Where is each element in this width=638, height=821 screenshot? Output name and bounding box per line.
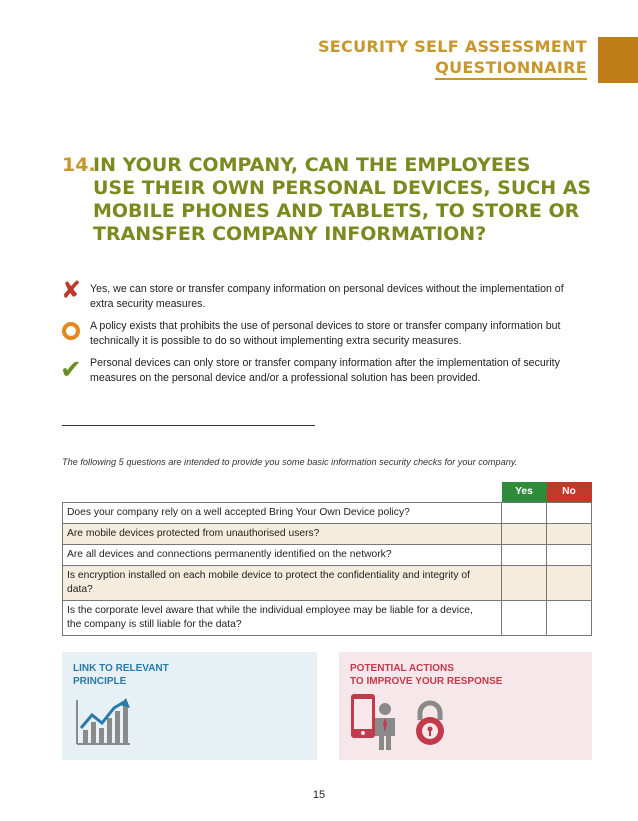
cell-line: Are all devices and connections permanently identified on the network? [67, 549, 392, 560]
question-cell [63, 524, 502, 545]
link-to-principle-box [62, 652, 317, 760]
table-header-spacer [63, 482, 502, 503]
table-row [63, 566, 592, 601]
potential-actions-box [339, 652, 592, 760]
cell-line: data? [67, 584, 93, 595]
link-box-title [73, 662, 169, 688]
cell-line: Does your company rely on a well accepted Bring Your Own Device policy? [67, 507, 410, 518]
question-cell [63, 566, 502, 601]
businessman-icon [371, 702, 399, 752]
question-cell [63, 601, 502, 636]
no-answer-cell[interactable] [547, 503, 592, 524]
page-number: 15 [312, 789, 326, 801]
question-number: 14. [62, 154, 96, 176]
option-line: measures on the personal device and/or a professional solution has been provided. [90, 372, 481, 384]
link-box-title-line: PRINCIPLE [73, 676, 127, 687]
yes-answer-cell[interactable] [502, 524, 547, 545]
cell-line: Is encryption installed on each mobile device to protect the confidentiality and integrity of [67, 570, 470, 581]
table-row [63, 524, 592, 545]
table-row [63, 601, 592, 636]
actions-box-title-line: TO IMPROVE YOUR RESPONSE [350, 676, 503, 687]
option-line: Yes, we can store or transfer company information on personal devices without the implementation of [90, 283, 564, 295]
circle-icon [62, 322, 80, 340]
option-yes-unsecured [90, 282, 590, 312]
option-line: technically it is possible to do so without implementing extra security measures. [90, 335, 462, 347]
growth-chart-icon [74, 698, 132, 746]
intro-text: The following 5 questions are intended to provide you some basic information security checks for your company. [62, 457, 518, 467]
no-answer-cell[interactable] [547, 566, 592, 601]
no-answer-cell[interactable] [547, 601, 592, 636]
option-line: extra security measures. [90, 298, 206, 310]
cross-icon: ✘ [61, 276, 82, 304]
table-row [63, 503, 592, 524]
cell-line: Are mobile devices protected from unauthorised users? [67, 528, 320, 539]
no-column-header: No [547, 482, 592, 503]
question-line: USE THEIR OWN PERSONAL DEVICES, SUCH AS [93, 177, 592, 199]
cell-line: Is the corporate level aware that while the individual employee may be liable for a device, [67, 605, 473, 616]
option-line: A policy exists that prohibits the use of personal devices to store or transfer company information but [90, 320, 561, 332]
header-title-line1: SECURITY SELF ASSESSMENT [317, 37, 587, 56]
option-line: Personal devices can only store or transfer company information after the implementation of security [90, 357, 560, 369]
cell-line: the company is still liable for the data? [67, 619, 242, 630]
table-header-row [63, 482, 592, 503]
question-line: TRANSFER COMPANY INFORMATION? [93, 223, 487, 245]
yes-answer-cell[interactable] [502, 566, 547, 601]
option-secured [90, 356, 590, 386]
question-text [93, 154, 592, 246]
checklist-table [62, 482, 592, 636]
no-answer-cell[interactable] [547, 524, 592, 545]
actions-box-title [350, 662, 502, 688]
checkmark-icon: ✔ [60, 355, 82, 385]
question-cell [63, 545, 502, 566]
question-line: MOBILE PHONES AND TABLETS, TO STORE OR [93, 200, 580, 222]
table-row [63, 545, 592, 566]
question-cell [63, 503, 502, 524]
link-box-title-line: LINK TO RELEVANT [73, 663, 169, 674]
yes-answer-cell[interactable] [502, 545, 547, 566]
yes-answer-cell[interactable] [502, 601, 547, 636]
actions-box-title-line: POTENTIAL ACTIONS [350, 663, 454, 674]
header-title-line2: QUESTIONNAIRE [435, 58, 587, 80]
section-tab [598, 37, 638, 83]
no-answer-cell[interactable] [547, 545, 592, 566]
question-line: IN YOUR COMPANY, CAN THE EMPLOYEES [93, 154, 531, 176]
yes-answer-cell[interactable] [502, 503, 547, 524]
padlock-icon [411, 700, 449, 746]
divider [62, 425, 315, 426]
option-policy-exists [90, 319, 590, 349]
yes-column-header: Yes [502, 482, 547, 503]
